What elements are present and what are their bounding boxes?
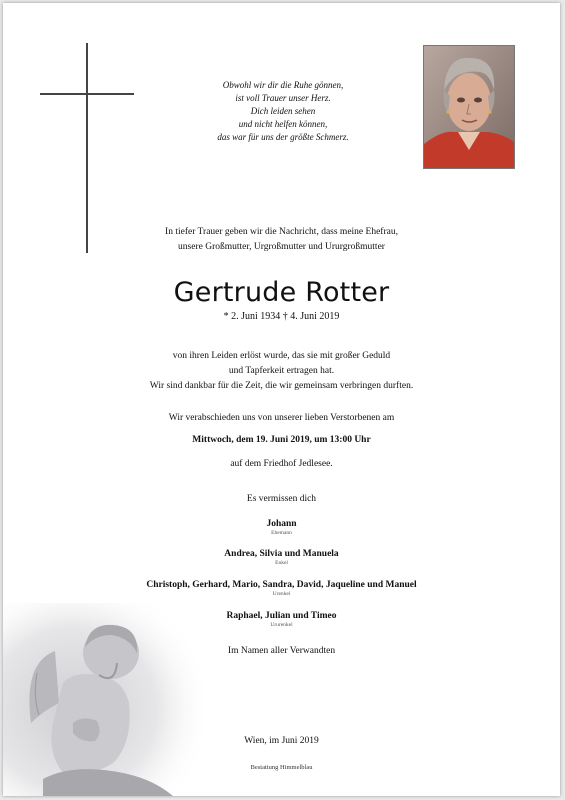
undertaker-name: Bestattung Himmelblau xyxy=(250,764,313,771)
deceased-name: Gertrude Rotter xyxy=(173,277,390,308)
mourner-names: Raphael, Julian und Timeo xyxy=(226,611,337,621)
missed-by-heading: Es vermissen dich xyxy=(246,494,317,504)
service-place: auf dem Friedhof Jedlesee. xyxy=(230,459,333,469)
cross-horizontal-bar xyxy=(40,93,134,95)
farewell-text: Wir verabschieden uns von unserer lieben Verstorbenen am xyxy=(168,413,395,423)
mourner-relation: Urenkel xyxy=(272,591,291,597)
place-and-date: Wien, im Juni 2019 xyxy=(244,736,319,746)
poem-line: und nicht helfen können, xyxy=(238,119,328,129)
relatives-line: Im Namen aller Verwandten xyxy=(227,646,336,656)
passing-text xyxy=(3,349,560,394)
mourner-relation: Ehemann xyxy=(271,530,292,536)
memorial-poem xyxy=(173,79,393,144)
mourner-group xyxy=(3,549,560,566)
intro-line: unsere Großmutter, Urgroßmutter und Ururgroßmutter xyxy=(178,242,385,252)
mourner-names: Johann xyxy=(266,519,297,529)
intro-text xyxy=(3,225,560,255)
portrait-photo xyxy=(423,45,515,169)
intro-line: In tiefer Trauer geben wir die Nachricht, dass meine Ehefrau, xyxy=(165,227,398,237)
service-datetime: Mittwoch, dem 19. Juni 2019, um 13:00 Uhr xyxy=(192,435,371,445)
poem-line: Obwohl wir dir die Ruhe gönnen, xyxy=(222,80,344,90)
mourner-group xyxy=(3,580,560,597)
obituary-sheet xyxy=(3,3,560,796)
mourner-group xyxy=(3,519,560,536)
poem-line: Dich leiden sehen xyxy=(250,106,316,116)
poem-line: das war für uns der größte Schmerz. xyxy=(217,132,349,142)
mourner-names: Christoph, Gerhard, Mario, Sandra, David, Jaqueline und Manuel xyxy=(146,580,417,590)
passing-line: von ihren Leiden erlöst wurde, das sie mit großer Geduld xyxy=(172,351,391,361)
mourner-names: Andrea, Silvia und Manuela xyxy=(224,549,339,559)
mourner-relation: Enkel xyxy=(275,560,288,566)
cross-vertical-bar xyxy=(86,43,88,253)
life-dates: * 2. Juni 1934 † 4. Juni 2019 xyxy=(223,311,340,322)
passing-line: und Tapferkeit ertragen hat. xyxy=(228,366,335,376)
passing-line: Wir sind dankbar für die Zeit, die wir gemeinsam verbringen durften. xyxy=(149,381,414,391)
mourner-relation: Ururenkel xyxy=(270,622,293,628)
poem-line: ist voll Trauer unser Herz. xyxy=(235,93,331,103)
